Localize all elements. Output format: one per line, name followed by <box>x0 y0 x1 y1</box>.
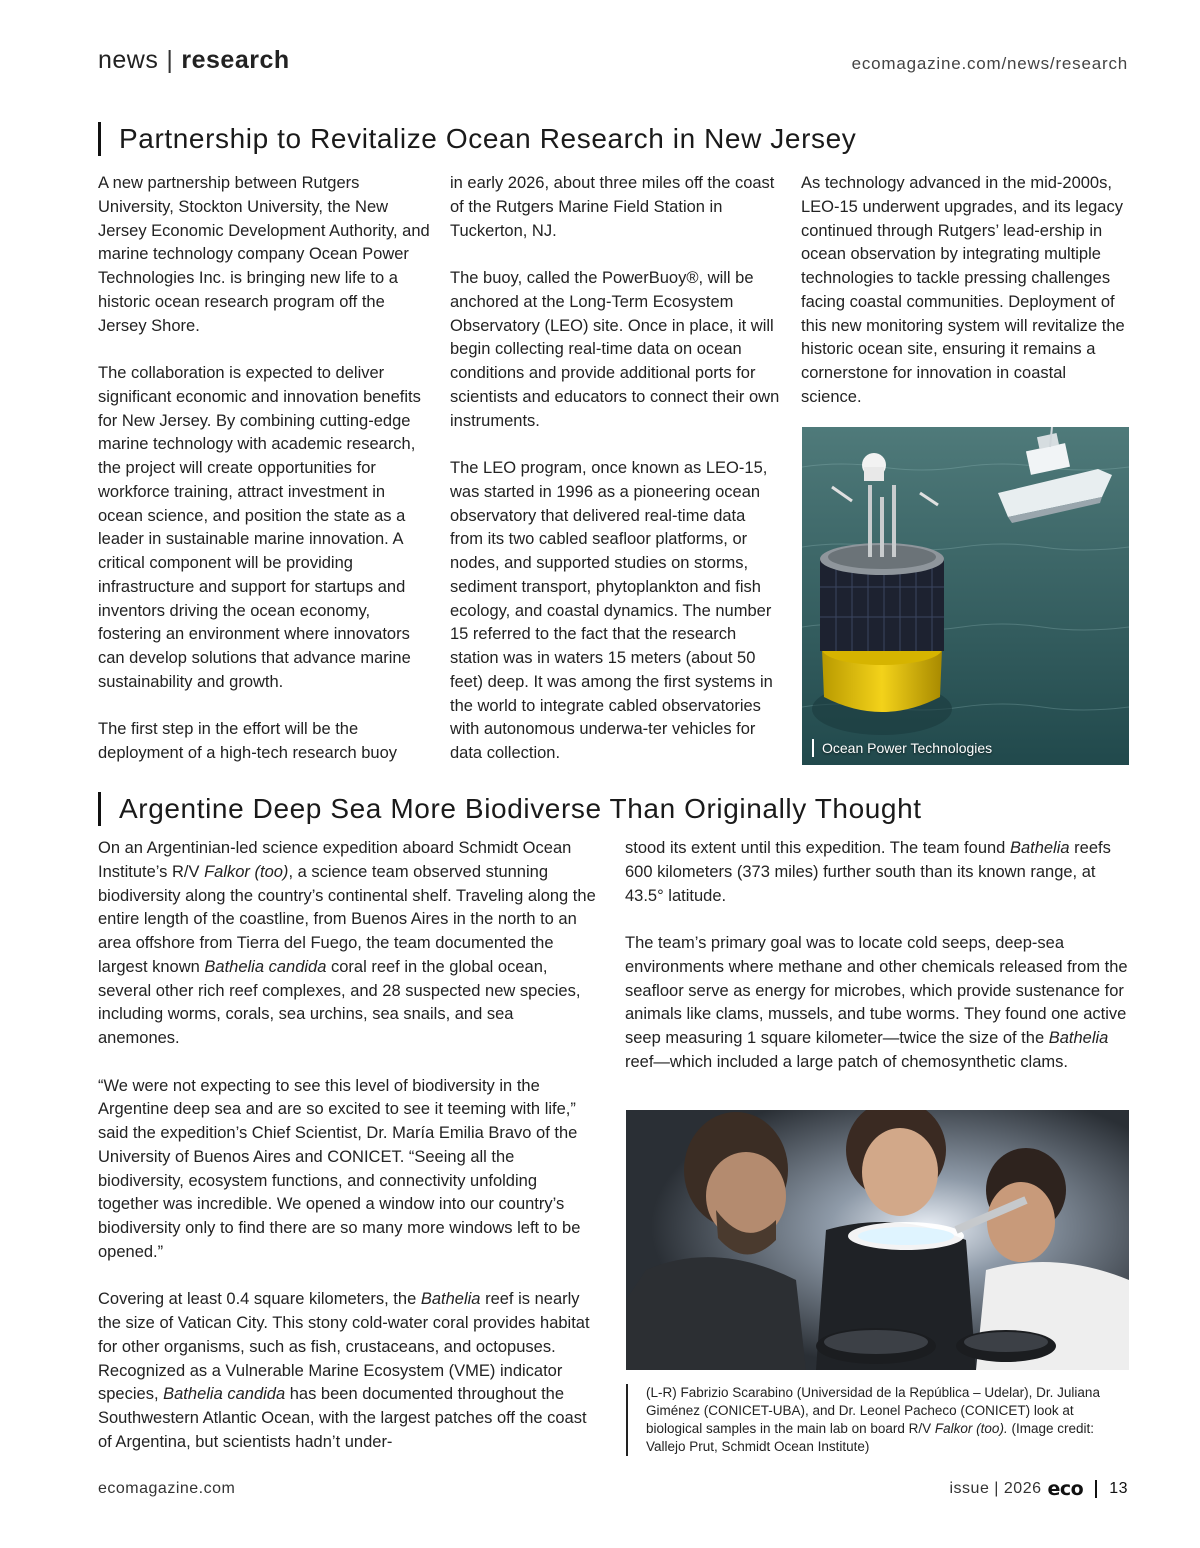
article2-column-2 <box>625 837 1130 1075</box>
lab-illustration <box>626 1110 1129 1370</box>
article2-headline: Argentine Deep Sea More Biodiverse Than Originally Thought <box>98 792 922 826</box>
article2-col1-paragraph: On an Argentinian-led science expedition aboard Schmidt Ocean Institute’s R/V Falkor (too), a science team observed stunning biodiversity along the country’s continental shelf. Traveling along the entire length of the coastline, from Buenos Aires in the north to an area offshore from Tierra del Fuego, the team documented the largest known Bathelia candida coral reef in the global ocean, several other rich reef complexes, and 28 suspected new species, including worms, corals, sea urchins, sea snails, and sea anemones. <box>98 839 596 1047</box>
article1-col1-paragraph: The collaboration is expected to deliver significant economic and innovation benefits for New Jersey. By combining cutting-edge marine technology with academic research, the project will create opportunities for workforce training, attract investment in ocean science, and position the state as a leader in sustainable marine innovation. A critical component will be providing infrastructure and support for startups and inventors driving the ocean economy, fostering an environment where innovators can develop solutions that advance marine sustainability and growth. <box>98 364 421 691</box>
section-label <box>98 46 290 75</box>
article1-column-3 <box>801 172 1131 410</box>
page-number: 13 <box>1109 1480 1128 1497</box>
article2-col1-paragraph: “We were not expecting to see this level of biodiversity in the Argentine deep sea and are so excited to see it teeming with life,” said the expedition’s Chief Scientist, Dr. María Emilia Bravo of the University of Buenos Aires and CONICET. “Seeing all the biodiversity, ecosystem functions, and connectivity unfolding together was incredible. We opened a window into our country’s biodiversity only to find there are so many more windows left to be opened.” <box>98 1076 581 1261</box>
article2-col2-paragraph: stood its extent until this expedition. The team found Bathelia reefs 600 kilometers (373 miles) further south than its known range, at 43.5° latitude. <box>625 839 1111 905</box>
footer-site[interactable]: ecomagazine.com <box>98 1480 236 1497</box>
article2-col2-paragraph: The team’s primary goal was to locate cold seeps, deep-sea environments where methane and other chemicals released from the seafloor serve as energy for microbes, which provide sustenance for animals like clams, mussels, and tube worms. They found one active seep measuring 1 square kilometer—twice the size of the Bathelia reef—which included a large patch of chemosynthetic clams. <box>625 934 1128 1071</box>
article1-column-2 <box>450 172 782 766</box>
article1-col3-paragraph: As technology advanced in the mid-2000s, LEO-15 underwent upgrades, and its legacy continued through Rutgers’ lead-ership in ocean observation by integrating multiple technologies to tackle pressing challenges facing coastal communities. Deployment of this new monitoring system will revitalize the historic ocean site, ensuring it remains a cornerstone for innovation in coastal science. <box>801 174 1125 406</box>
footer-divider <box>1095 1480 1097 1498</box>
section-separator: | <box>166 46 174 74</box>
article2-column-1 <box>98 837 598 1455</box>
section-research: research <box>181 46 290 74</box>
eco-logo: eco <box>1047 1478 1084 1500</box>
buoy-illustration <box>802 427 1129 765</box>
article1-col2-paragraph: in early 2026, about three miles off the coast of the Rutgers Marine Field Station in Tuckerton, NJ. <box>450 174 775 240</box>
article2-col1-paragraph: Covering at least 0.4 square kilometers, the Bathelia reef is nearly the size of Vatican City. This stony cold-water coral provides habitat for other organisms, such as fish, crustaceans, and octopuses. Recognized as a Vulnerable Marine Ecosystem (VME) indicator species, Bathelia candida has been documented throughout the Southwestern Atlantic Ocean, with the largest patches off the coast of Argentina, but scientists hadn’t under- <box>98 1290 590 1451</box>
lab-photo <box>626 1110 1129 1370</box>
article1-column-1 <box>98 172 430 766</box>
lab-photo-caption: (L-R) Fabrizio Scarabino (Universidad de la República – Udelar), Dr. Juliana Giménez (CONICET-UBA), and Dr. Leonel Pacheco (CONICET) look at biological samples in the main lab on board R/V Falkor (too). (Image credit: Vallejo Prut, Schmidt Ocean Institute) <box>626 1384 1116 1456</box>
footer-issue-label: issue | 2026 <box>949 1480 1042 1497</box>
buoy-photo <box>802 427 1129 765</box>
photo-credit-overlay: Ocean Power Technologies <box>812 739 992 757</box>
section-news: news <box>98 46 159 74</box>
footer-issue <box>950 1478 1129 1500</box>
article1-col1-paragraph: A new partnership between Rutgers University, Stockton University, the New Jersey Economic Development Authority, and marine technology company Ocean Power Technologies Inc. is bringing new life to a historic ocean research program off the Jersey Shore. <box>98 174 430 335</box>
article1-headline: Partnership to Revitalize Ocean Research in New Jersey <box>98 122 856 156</box>
header-url[interactable]: ecomagazine.com/news/research <box>851 54 1128 73</box>
article1-col2-paragraph: The LEO program, once known as LEO-15, was started in 1996 as a pioneering ocean observatory that delivered real-time data from its two cabled seafloor platforms, or nodes, and supported studies on storms, sediment transport, phytoplankton and fish ecology, and coastal dynamics. The number 15 referred to the fact that the research station was in waters 15 meters (about 50 feet) deep. It was among the first systems in the world to integrate cabled observatories with autonomous underwa-ter vehicles for data collection. <box>450 459 773 762</box>
article1-col1-paragraph: The first step in the effort will be the deployment of a high-tech research buoy <box>98 720 398 762</box>
article1-col2-paragraph: The buoy, called the PowerBuoy®, will be anchored at the Long-Term Ecosystem Observatory (LEO) site. Once in place, it will begin collecting real-time data on ocean conditions and provide additional ports for scientists and educators to connect their own instruments. <box>450 269 780 430</box>
